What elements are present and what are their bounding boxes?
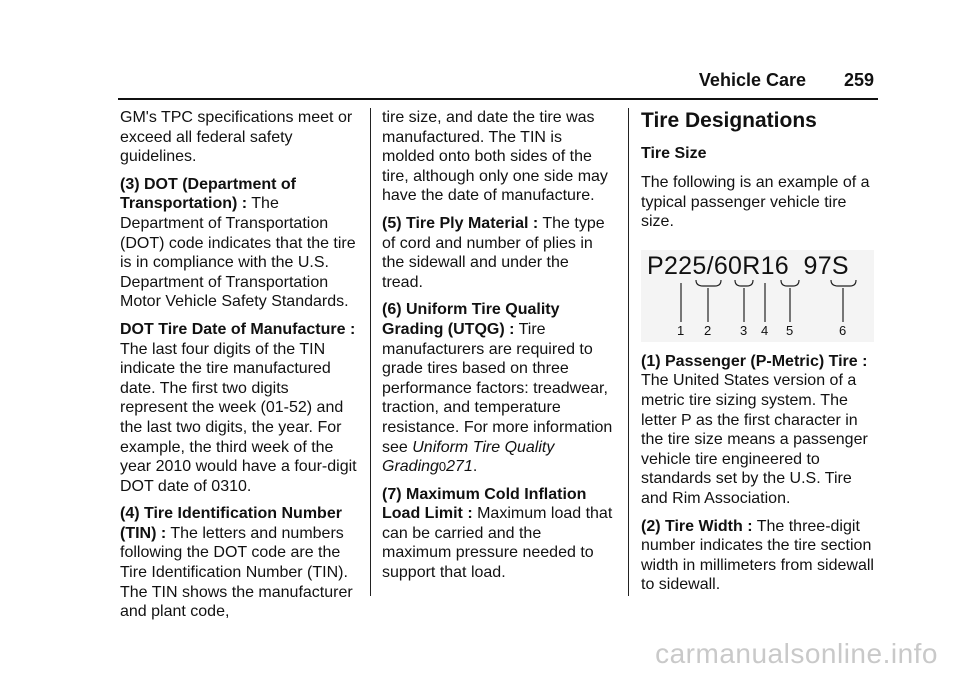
definition: The letters and numbers following the DOT code are the Tire Identification Number (TIN). The TIN shows the manufacturer and plant code, <box>120 524 353 621</box>
paragraph <box>382 300 614 476</box>
section-title: Vehicle Care <box>698 70 806 90</box>
column-divider <box>628 108 629 596</box>
watermark: carmanualsonline.info <box>655 638 938 669</box>
definition: The United States version of a metric tire sizing system. The letter P as the first character in the tire size means a passenger vehicle tire engineered to standards set by the U.S. Tire and Rim Association. <box>641 372 868 507</box>
paragraph: The following is an example of a typical passenger vehicle tire size. <box>641 174 870 231</box>
callout-label-4: 4 <box>761 322 769 338</box>
utqg-reference-link[interactable]: Uniform Tire Quality Grading <box>382 438 555 476</box>
subheading-tire-size: Tire Size <box>641 145 707 162</box>
column-1 <box>120 108 360 630</box>
page-reference[interactable]: 271 <box>446 458 473 476</box>
term-tin: (4) Tire Identification Number (TIN) : <box>120 505 342 542</box>
callout-label-1: 1 <box>677 322 685 338</box>
callout-label-6: 6 <box>839 322 847 338</box>
tire-size-code: P225/60R16 97S <box>647 251 849 280</box>
paragraph <box>641 352 877 509</box>
term-ply-material: (5) Tire Ply Material : <box>382 214 539 232</box>
paragraph <box>120 504 360 622</box>
page-reference-icon: 0 <box>438 459 447 475</box>
definition: The Department of Transportation (DOT) code indicates that the tire is in compliance with the U.S. Department of Transportation Motor Vehicle Safety Standards. <box>120 195 356 311</box>
callout-label-5: 5 <box>786 322 794 338</box>
heading-tire-designations: Tire Designations <box>641 109 817 132</box>
definition: The last four digits of the TIN indicate the tire manufactured date. The first two digits represent the week (01-52) and the last two digits, the year. For example, the third week of the year 2010 would have a four-digit DOT date of 0310. <box>120 340 357 495</box>
term-max-load: (7) Maximum Cold Inflation Load Limit : <box>382 485 587 523</box>
term-dot: (3) DOT (Department of Transportation) : <box>120 175 296 213</box>
definition: The three-digit number indicates the tire section width in millimeters from sidewall to sidewall. <box>641 517 874 594</box>
term-dot-date: DOT Tire Date of Manufacture : <box>120 320 356 338</box>
term-utqg: (6) Uniform Tire Quality Grading (UTQG) : <box>382 301 560 338</box>
header-rule <box>118 98 878 100</box>
paragraph: tire size, and date the tire was manufactured. The TIN is molded onto both sides of the tire, although only one side may have the date of manufacture. <box>382 109 608 205</box>
page-number: 259 <box>843 70 874 90</box>
term-tire-width: (2) Tire Width : <box>641 517 753 535</box>
page-header <box>118 70 878 100</box>
paragraph <box>641 517 877 595</box>
column-2 <box>382 108 614 591</box>
tire-size-figure <box>641 250 874 342</box>
period: . <box>472 458 478 476</box>
paragraph: GM's TPC specifications meet or exceed all federal safety guidelines. <box>120 109 353 166</box>
term-passenger-tire: (1) Passenger (P-Metric) Tire : <box>641 352 868 370</box>
column-divider <box>370 108 371 596</box>
definition: Tire manufacturers are required to grade tires based on three performance factors: treadwear, traction, and temperature resistance. For more information see <box>382 320 613 456</box>
paragraph <box>382 214 614 292</box>
paragraph <box>120 175 360 312</box>
paragraph <box>382 485 614 583</box>
definition: The type of cord and number of plies in the sidewall and under the tread. <box>382 214 605 291</box>
callout-label-2: 2 <box>704 322 712 338</box>
callout-label-3: 3 <box>740 322 748 338</box>
paragraph <box>120 320 360 496</box>
column-3 <box>641 108 877 603</box>
definition: Maximum load that can be carried and the maximum pressure needed to support that load. <box>382 505 613 582</box>
